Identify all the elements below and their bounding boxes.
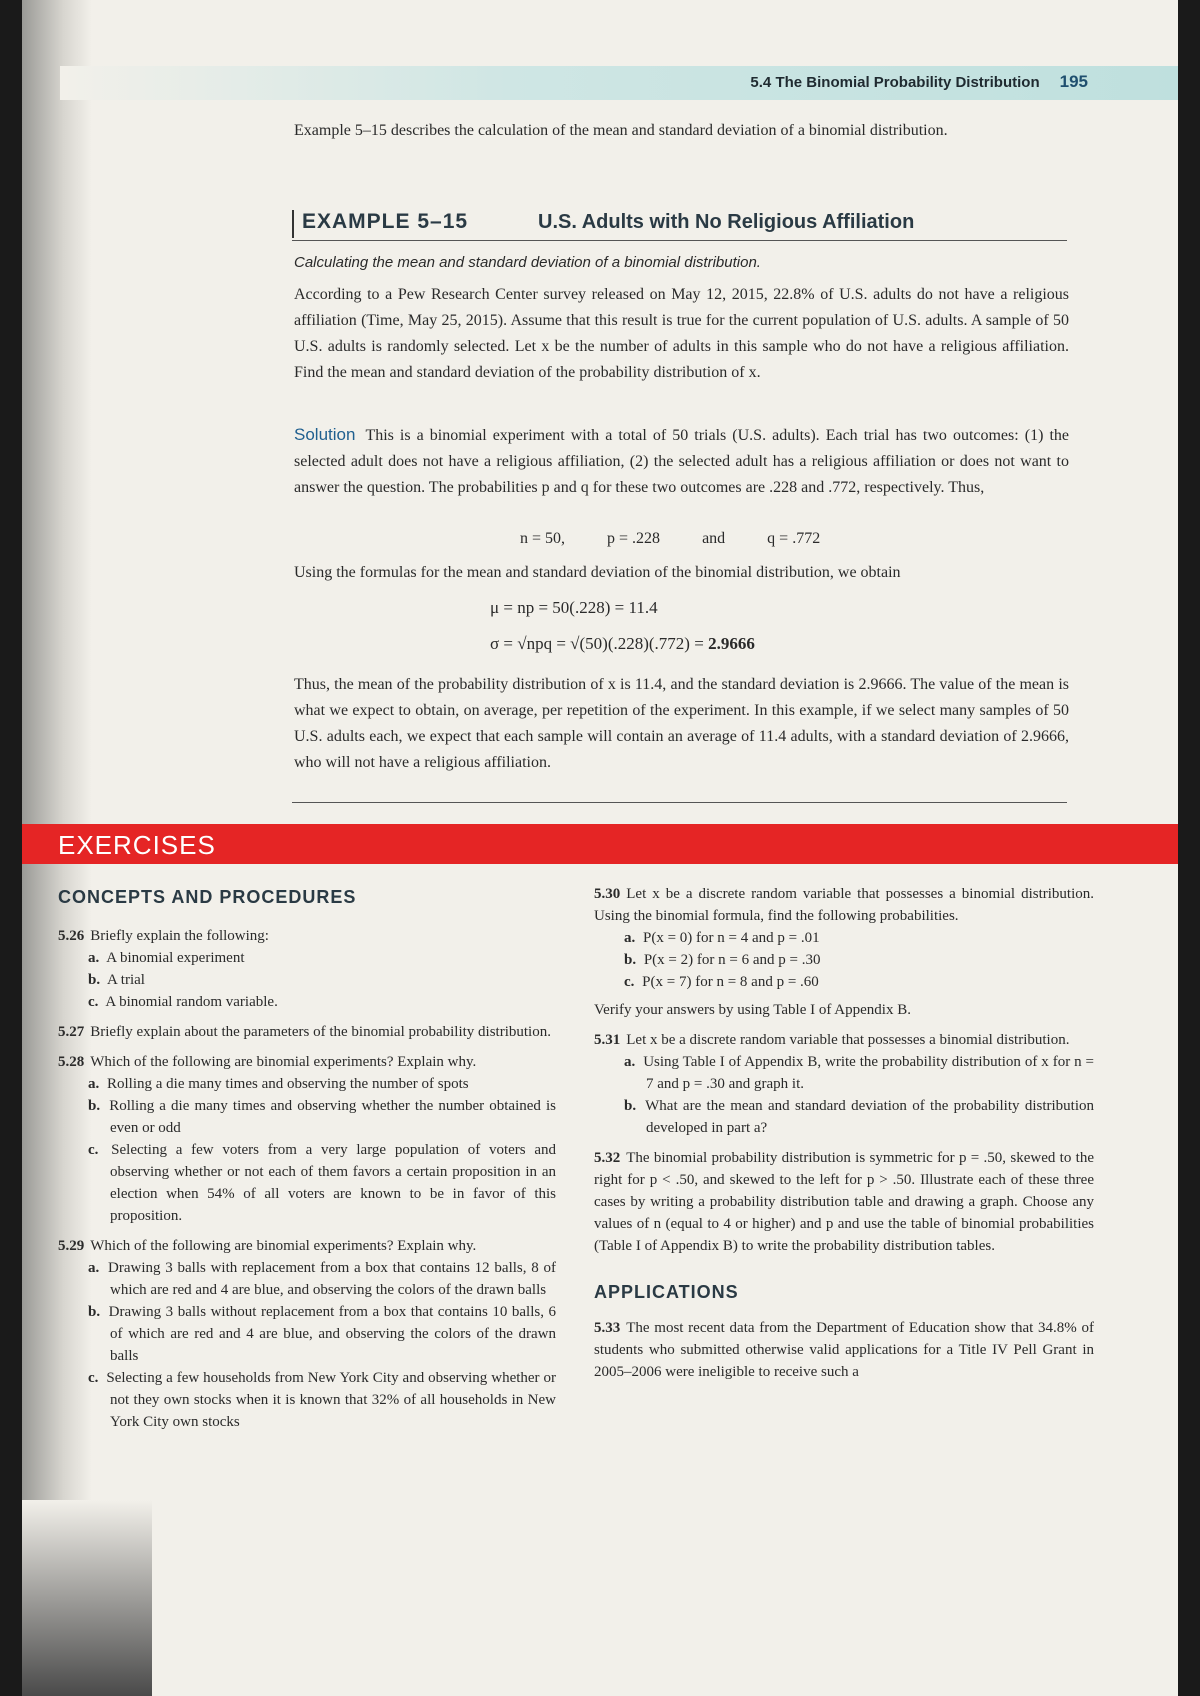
- part-a: a. Rolling a die many times and observing the number of spots: [88, 1076, 469, 1092]
- eq-and: and: [702, 530, 726, 547]
- mean-equation: μ = np = 50(.228) = 11.4: [490, 598, 658, 617]
- example-title: U.S. Adults with No Religious Affiliation: [538, 211, 915, 233]
- eq-q: q = .772: [767, 530, 821, 547]
- part-b: b. What are the mean and standard deviation of the probability distribution developed in part a?: [624, 1098, 1094, 1136]
- exercise-5-28: 5.28 Which of the following are binomial experiments? Explain why. a. Rolling a die many times and observing the number of spots b. Rolling a die many times and observing whether the number obtained is even or odd c. Selecting a few voters from a very large population of voters and observing whether or not each of them favors a certain proposition in an election when 54% of all voters are known to be in favor of this proposition.: [58, 1051, 556, 1227]
- part-a: a. A binomial experiment: [88, 950, 245, 966]
- exercise-5-27: 5.27 Briefly explain about the parameters of the binomial probability distribution.: [58, 1024, 551, 1040]
- exercise-text: Briefly explain the following:: [90, 928, 269, 944]
- exercise-5-31: 5.31 Let x be a discrete random variable that possesses a binomial distribution. a. Using Table I of Appendix B, write the probability distribution of x for n = 7 and p = .30 and graph it. b. What are the mean and standard deviation of the probability distribution developed in part a?: [594, 1029, 1094, 1139]
- part-b: b. Rolling a die many times and observing whether the number obtained is even or odd: [88, 1098, 557, 1136]
- parameter-equations: [520, 530, 858, 548]
- part-a: a. Drawing 3 balls with replacement from a box that contains 12 balls, 8 of which are red and 4 are blue, and observing the colors of the drawn balls: [88, 1260, 557, 1298]
- part-a: a. P(x = 0) for n = 4 and p = .01: [624, 930, 820, 946]
- solution-label: Solution: [294, 425, 356, 444]
- part-a: a. Using Table I of Appendix B, write the probability distribution of x for n = 7 and p = .30 and graph it.: [624, 1054, 1095, 1092]
- conclusion-paragraph: Thus, the mean of the probability distribution of x is 11.4, and the standard deviation is 2.9666. The value of the mean is what we expect to obtain, on average, per repetition of the experiment. In this example, if we select many samples of 50 U.S. adults each, we expect that each sample will contain an average of 11.4 adults, with a standard deviation of 2.9666, who will not have a religious affiliation.: [294, 676, 1069, 771]
- part-c: c. P(x = 7) for n = 8 and p = .60: [624, 974, 819, 990]
- page-number: 195: [1059, 72, 1088, 91]
- part-c: c. Selecting a few voters from a very large population of voters and observing whether or not each of them favors a certain proposition in an election when 54% of all voters are known to be in favor of this proposition.: [88, 1142, 556, 1224]
- verify-note: Verify your answers by using Table I of Appendix B.: [594, 1002, 911, 1018]
- eq-n: n = 50,: [520, 530, 566, 547]
- example-body: According to a Pew Research Center survey released on May 12, 2015, 22.8% of U.S. adults do not have a religious affiliation (Time, May 25, 2015). Assume that this result is true for the current population of U.S. adults. A sample of 50 U.S. adults is randomly selected. Let x be the number of adults in this sample who do not have a religious affiliation. Find the mean and standard deviation of the probability distribution of x.: [294, 286, 1069, 381]
- exercise-5-29: 5.29 Which of the following are binomial experiments? Explain why. a. Drawing 3 balls with replacement from a box that contains 12 balls, 8 of which are red and 4 are blue, and observing the colors of the drawn balls b. Drawing 3 balls without replacement from a box that contains 10 balls, 6 of which are red and 4 are blue, and observing the colors of the drawn balls c. Selecting a few households from New York City and observing whether or not they own stocks when it is known that 32% of all households in New York City own stocks: [58, 1235, 556, 1433]
- page-shadow: [22, 1500, 152, 1696]
- intro-paragraph: Example 5–15 describes the calculation of the mean and standard deviation of a binomial distribution.: [294, 122, 948, 139]
- example-divider: [292, 802, 1067, 803]
- exercise-5-26: [58, 925, 556, 1013]
- exercise-5-30: 5.30 Let x be a discrete random variable that possesses a binomial distribution. Using the binomial formula, find the following probabilities. a. P(x = 0) for n = 4 and p = .01 b. P(x = 2) for n = 6 and p = .30 c. P(x = 7) for n = 8 and p = .60 Verify your answers by using Table I of Appendix B.: [594, 883, 1094, 1021]
- applications-heading: APPLICATIONS: [594, 1282, 739, 1302]
- example-label: EXAMPLE 5–15: [292, 210, 468, 238]
- exercise-number: 5.26: [58, 928, 85, 944]
- left-column: [58, 925, 556, 1441]
- using-text: Using the formulas for the mean and standard deviation of the binomial distribution, we obtain: [294, 564, 901, 581]
- exercises-title: EXERCISES: [58, 830, 216, 860]
- part-b: b. P(x = 2) for n = 6 and p = .30: [624, 952, 821, 968]
- sd-result: 2.9666: [708, 634, 755, 653]
- solution-paragraph: [294, 422, 1069, 501]
- right-column: [594, 883, 1094, 1391]
- exercise-5-32: 5.32 The binomial probability distribution is symmetric for p = .50, skewed to the right for p < .50, and skewed to the left for p > .50. Illustrate each of these three cases by writing a probability distribution table and drawing a graph. Choose any values of n (equal to 4 or higher) and p and use the table of binomial probabilities (Table I of Appendix B) to write the probability distribution tables.: [594, 1150, 1094, 1254]
- running-head: [750, 72, 1088, 92]
- part-b: b. A trial: [88, 972, 145, 988]
- part-c: c. Selecting a few households from New York City and observing whether or not they own stocks when it is known that 32% of all households in New York City own stocks: [88, 1370, 557, 1430]
- example-heading: [292, 210, 1067, 241]
- part-c: c. A binomial random variable.: [88, 994, 278, 1010]
- example-subtitle: Calculating the mean and standard deviation of a binomial distribution.: [294, 254, 761, 271]
- section-title: 5.4 The Binomial Probability Distribution: [750, 74, 1040, 91]
- sd-lhs: σ = √npq = √(50)(.228)(.772) =: [490, 634, 704, 653]
- solution-text: This is a binomial experiment with a total of 50 trials (U.S. adults). Each trial has two outcomes: (1) the selected adult does not have a religious affiliation, (2) the selected adult has a religious affiliation or does not want to answer the question. The probabilities p and q for these two outcomes are .228 and .772, respectively. Thus,: [294, 427, 1069, 496]
- concepts-heading: CONCEPTS AND PROCEDURES: [58, 887, 357, 907]
- eq-p: p = .228: [607, 530, 661, 547]
- sd-equation: [490, 634, 755, 654]
- part-b: b. Drawing 3 balls without replacement from a box that contains 10 balls, 6 of which are red and 4 are blue, and observing the colors of the drawn balls: [88, 1304, 557, 1364]
- exercise-5-33: 5.33 The most recent data from the Department of Education show that 34.8% of students who submitted otherwise valid applications for a Title IV Pell Grant in 2005–2006 were ineligible to receive such a: [594, 1320, 1094, 1380]
